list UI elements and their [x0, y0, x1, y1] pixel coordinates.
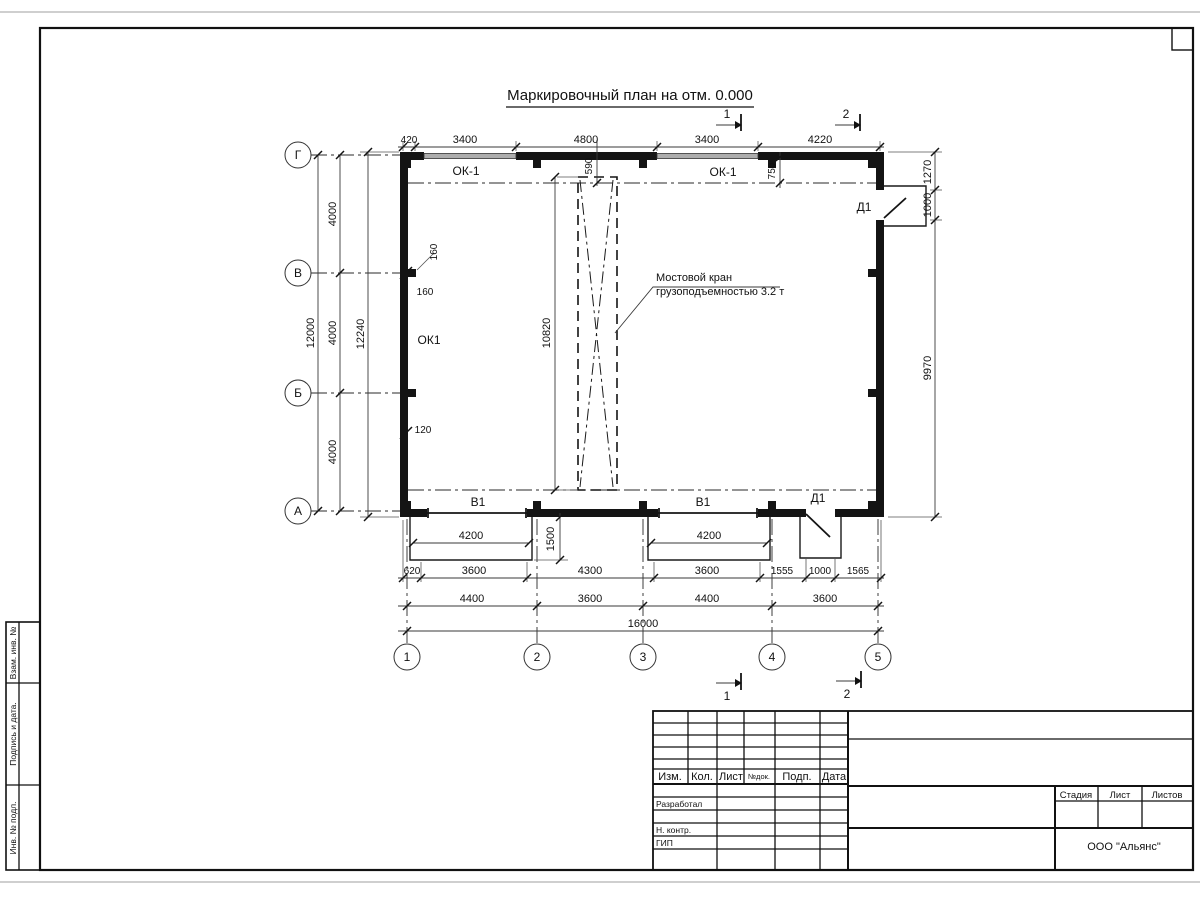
dim-row1-4: 1555 [770, 566, 794, 577]
dim-wall-120: 120 [414, 425, 432, 436]
tb-header-izm: Изм. [658, 771, 682, 783]
bridge-crane [578, 177, 617, 490]
dim-ramp2: 4200 [696, 530, 722, 542]
axis-col-1: 1 [403, 650, 411, 664]
dim-top-0: 420 [400, 135, 418, 146]
dim-row2-3: 3600 [812, 593, 838, 605]
dim-left-seg-1: 4000 [327, 320, 339, 346]
tb-stage-listov: Листов [1151, 790, 1183, 801]
gates-and-doors [427, 186, 926, 537]
dim-crane-length: 10820 [541, 317, 553, 349]
dim-row2-0: 4400 [459, 593, 485, 605]
axis-col-5: 5 [874, 650, 882, 664]
door-label-bottom: Д1 [810, 491, 826, 505]
window-label-2: ОК-1 [709, 165, 737, 179]
door-leaf-bottom [806, 514, 830, 537]
door-label-right: Д1 [856, 200, 872, 214]
tb-role-razrabotal: Разработал [656, 799, 703, 809]
tb-header-podp: Подп. [782, 771, 812, 783]
door-leaf-right [884, 198, 906, 218]
dim-row1-1: 3600 [461, 565, 487, 577]
tb-header-list: Лист [719, 771, 743, 783]
vestibule-right [884, 186, 926, 226]
title-block [653, 711, 1193, 870]
dim-total: 16000 [627, 618, 659, 630]
section-2-bottom-label: 2 [843, 687, 851, 701]
crane-note-line2: грузоподъемностью 3.2 т [656, 286, 785, 298]
crane-note-line1: Мостовой кран [656, 272, 733, 284]
window-label-1: ОК-1 [452, 164, 480, 178]
dim-left-seg-2: 4000 [327, 439, 339, 465]
window-band-1 [424, 154, 516, 159]
axis-col-2: 2 [533, 650, 541, 664]
dim-right-1: 1000 [922, 192, 934, 218]
dim-crane-width: 590 [584, 157, 595, 175]
axis-col-3: 3 [639, 650, 647, 664]
strip-label-vzam: Взам. инв. № [8, 626, 18, 680]
dim-top-1: 3400 [452, 134, 478, 146]
dimension-texts [305, 134, 934, 630]
window-band-2 [657, 154, 758, 159]
dim-right-0: 1270 [922, 159, 934, 185]
axis-col-4: 4 [768, 650, 776, 664]
section-1-top-label: 1 [723, 107, 731, 121]
crane-note [615, 272, 784, 333]
axis-row-a: А [293, 504, 303, 518]
side-strip [6, 622, 40, 870]
section-2-top-label: 2 [842, 107, 850, 121]
axis-row-v: В [293, 266, 303, 280]
dim-ramp1: 4200 [458, 530, 484, 542]
dim-right-2: 9970 [922, 355, 934, 381]
dim-left-outer: 12240 [355, 318, 367, 350]
tb-header-ndok: №док. [748, 772, 770, 781]
dim-row1-2: 4300 [577, 565, 603, 577]
strip-label-podpis: Подпись и дата. [8, 702, 18, 766]
tb-stage-list: Лист [1109, 790, 1131, 801]
dim-row2-2: 4400 [694, 593, 720, 605]
dim-row1-0: 620 [403, 566, 421, 577]
dim-top-3: 3400 [694, 134, 720, 146]
gate-label-1: В1 [470, 495, 486, 509]
dimension-lines [318, 140, 942, 631]
axis-row-g: Г [294, 148, 302, 162]
axis-row-b: Б [294, 386, 302, 400]
dim-left-total: 12000 [305, 317, 317, 349]
wall-panel-label: ОК1 [417, 333, 441, 347]
gate-label-2: В1 [695, 495, 711, 509]
axis-markers [285, 142, 891, 670]
dim-crane-offset: 750 [767, 162, 778, 180]
tb-role-gip: ГИП [656, 838, 673, 848]
dim-wall-160a: 160 [429, 243, 440, 261]
corner-stamp-box [1172, 28, 1193, 50]
dim-left-seg-0: 4000 [327, 201, 339, 227]
plan-labels [418, 164, 872, 509]
strip-label-inv: Инв. № подл. [8, 801, 18, 855]
section-markers [716, 107, 862, 703]
dim-wall-160b: 160 [416, 287, 434, 298]
dim-ramp-depth: 1500 [545, 526, 557, 552]
dim-top-2: 4800 [573, 134, 599, 146]
dim-top-4: 4220 [807, 134, 833, 146]
tb-header-kol: Кол. [691, 771, 713, 783]
tb-company: ООО "Альянс" [1087, 841, 1161, 853]
tb-header-data: Дата [821, 771, 847, 783]
tb-stage-stadiya: Стадия [1059, 790, 1093, 801]
plan-title: Маркировочный план на отм. 0.000 [507, 87, 753, 104]
dim-row1-3: 3600 [694, 565, 720, 577]
porch [800, 517, 841, 558]
dim-row1-5: 1000 [808, 566, 832, 577]
dim-row1-6: 1565 [846, 566, 870, 577]
building-walls [400, 152, 884, 517]
section-1-bottom-label: 1 [723, 689, 731, 703]
dim-row2-1: 3600 [577, 593, 603, 605]
tb-role-nkontr: Н. контр. [656, 825, 692, 835]
